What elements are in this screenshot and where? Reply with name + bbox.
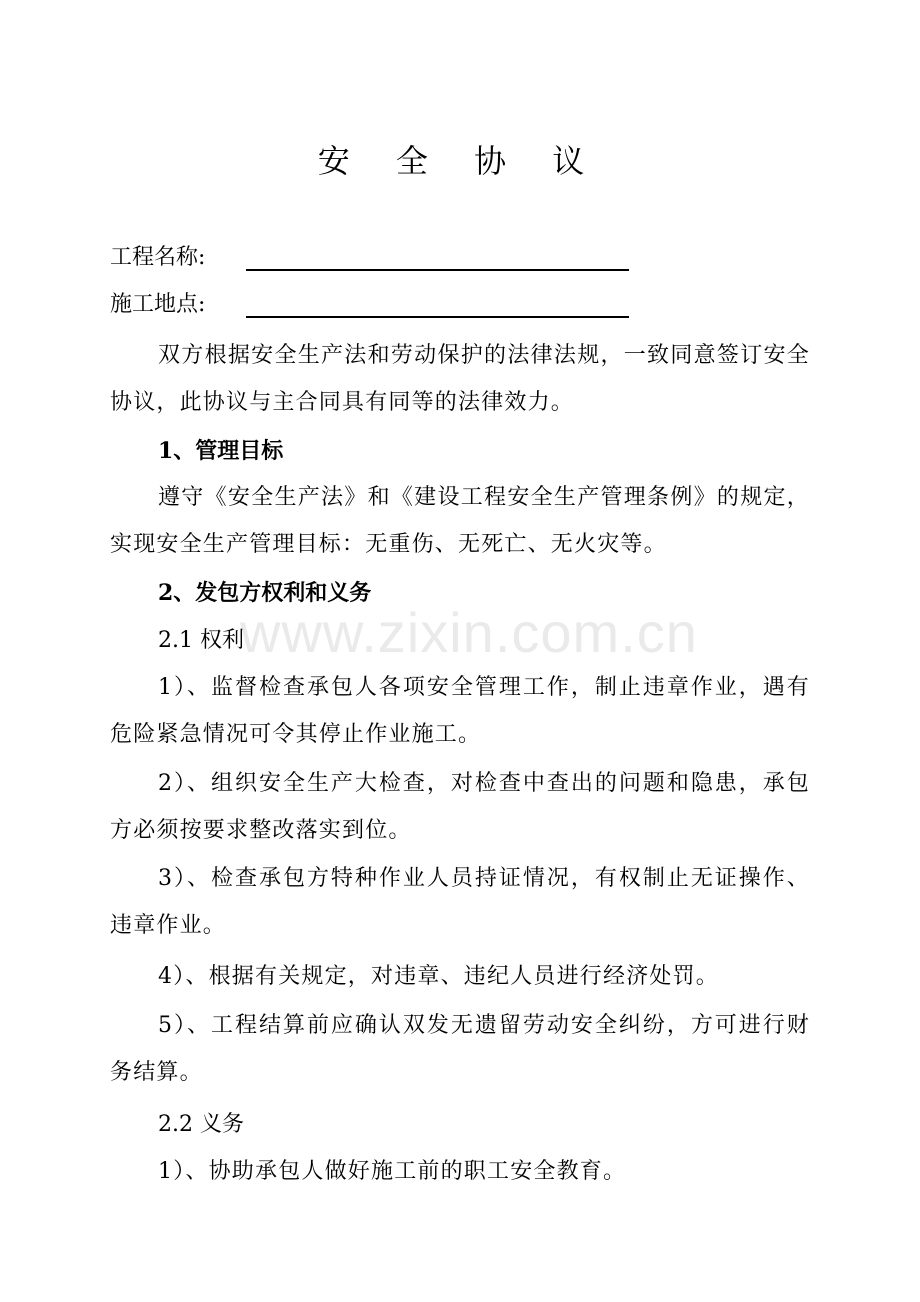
construction-site-blank-line bbox=[246, 316, 629, 318]
project-name-blank-line bbox=[246, 269, 629, 271]
duties-subheading: 2.2 义务 bbox=[158, 1112, 244, 1137]
rights-subheading: 2.1 权利 bbox=[158, 628, 244, 653]
project-name-field bbox=[110, 243, 246, 273]
rights-item-5: 5）、工程结算前应确认双发无遗留劳动安全纠纷，方可进行财务结算。 bbox=[110, 1013, 810, 1085]
construction-site-field bbox=[110, 290, 246, 320]
intro-paragraph: 双方根据安全生产法和劳动保护的法律法规，一致同意签订安全协议，此协议与主合同具有同等的法律效力。 bbox=[110, 343, 810, 415]
section-1-heading: 1、管理目标 bbox=[158, 438, 284, 464]
rights-item-4: 4）、根据有关规定，对违章、违纪人员进行经济处罚。 bbox=[158, 964, 719, 989]
rights-item-3: 3）、检查承包方特种作业人员持证情况，有权制止无证操作、违章作业。 bbox=[110, 866, 810, 938]
watermark-text: www.zixin.com.cn bbox=[240, 601, 698, 664]
section-1-body: 遵守《安全生产法》和《建设工程安全生产管理条例》的规定，实现安全生产管理目标：无重伤、无死亡、无火灾等。 bbox=[110, 485, 810, 557]
rights-item-2: 2）、组织安全生产大检查，对检查中查出的问题和隐患，承包方必须按要求整改落实到位。 bbox=[110, 771, 810, 843]
rights-item-1: 1）、监督检查承包人各项安全管理工作，制止违章作业，遇有危险紧急情况可令其停止作业施工。 bbox=[110, 675, 810, 747]
construction-site-label: 施工地点: bbox=[110, 292, 206, 317]
duties-item-1: 1）、协助承包人做好施工前的职工安全教育。 bbox=[158, 1159, 627, 1184]
document-title: 安 全 协 议 bbox=[317, 142, 603, 180]
project-name-label: 工程名称: bbox=[110, 245, 206, 270]
section-2-heading: 2、发包方权利和义务 bbox=[158, 580, 372, 606]
